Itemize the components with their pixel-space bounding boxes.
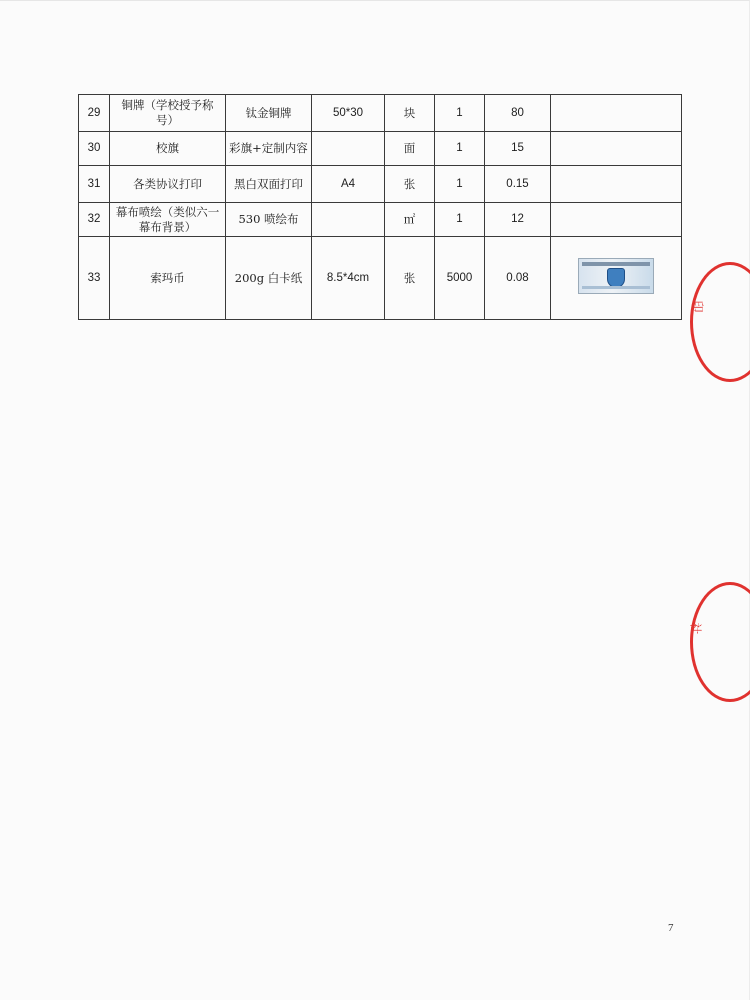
row-number: 29 — [79, 95, 110, 132]
item-price: 0.08 — [485, 237, 551, 320]
item-name: 铜牌（学校授予称号） — [110, 95, 226, 132]
item-quantity: 1 — [435, 132, 485, 166]
table-row — [79, 203, 682, 237]
item-material: 彩旗+定制内容 — [226, 132, 312, 166]
row-number: 31 — [79, 166, 110, 203]
table-row — [79, 166, 682, 203]
row-number: 33 — [79, 237, 110, 320]
item-unit: 块 — [385, 95, 435, 132]
item-image-cell — [551, 237, 682, 320]
item-spec — [312, 132, 385, 166]
item-material: 200g 白卡纸 — [226, 237, 312, 320]
item-price: 12 — [485, 203, 551, 237]
item-unit: 面 — [385, 132, 435, 166]
item-unit: ㎡ — [385, 203, 435, 237]
item-image-cell — [551, 95, 682, 132]
table-row — [79, 95, 682, 132]
item-quantity: 1 — [435, 95, 485, 132]
item-name: 各类协议打印 — [110, 166, 226, 203]
item-material: 钛金铜牌 — [226, 95, 312, 132]
seal-fragment-icon: 社 — [688, 622, 703, 635]
item-spec: 8.5*4cm — [312, 237, 385, 320]
item-image-cell — [551, 166, 682, 203]
item-name: 校旗 — [110, 132, 226, 166]
item-quantity: 1 — [435, 203, 485, 237]
item-material: 黑白双面打印 — [226, 166, 312, 203]
item-quantity: 5000 — [435, 237, 485, 320]
table-row — [79, 237, 682, 320]
item-spec: 50*30 — [312, 95, 385, 132]
item-price: 15 — [485, 132, 551, 166]
item-price: 80 — [485, 95, 551, 132]
row-number: 32 — [79, 203, 110, 237]
item-spec: A4 — [312, 166, 385, 203]
table-row — [79, 132, 682, 166]
coin-stripe — [582, 286, 650, 289]
item-quantity: 1 — [435, 166, 485, 203]
item-image-cell — [551, 132, 682, 166]
coin-sample-image — [578, 258, 654, 294]
item-unit: 张 — [385, 237, 435, 320]
item-material: 530 喷绘布 — [226, 203, 312, 237]
item-table — [78, 94, 682, 320]
coin-band — [582, 262, 650, 266]
page-number: 7 — [668, 922, 674, 934]
item-name: 幕布喷绘（类似六一幕布背景） — [110, 203, 226, 237]
item-image-cell — [551, 203, 682, 237]
item-price: 0.15 — [485, 166, 551, 203]
row-number: 30 — [79, 132, 110, 166]
item-name: 索玛币 — [110, 237, 226, 320]
seal-fragment-icon: 印 — [690, 300, 705, 313]
shield-icon — [607, 268, 625, 288]
item-spec — [312, 203, 385, 237]
item-unit: 张 — [385, 166, 435, 203]
